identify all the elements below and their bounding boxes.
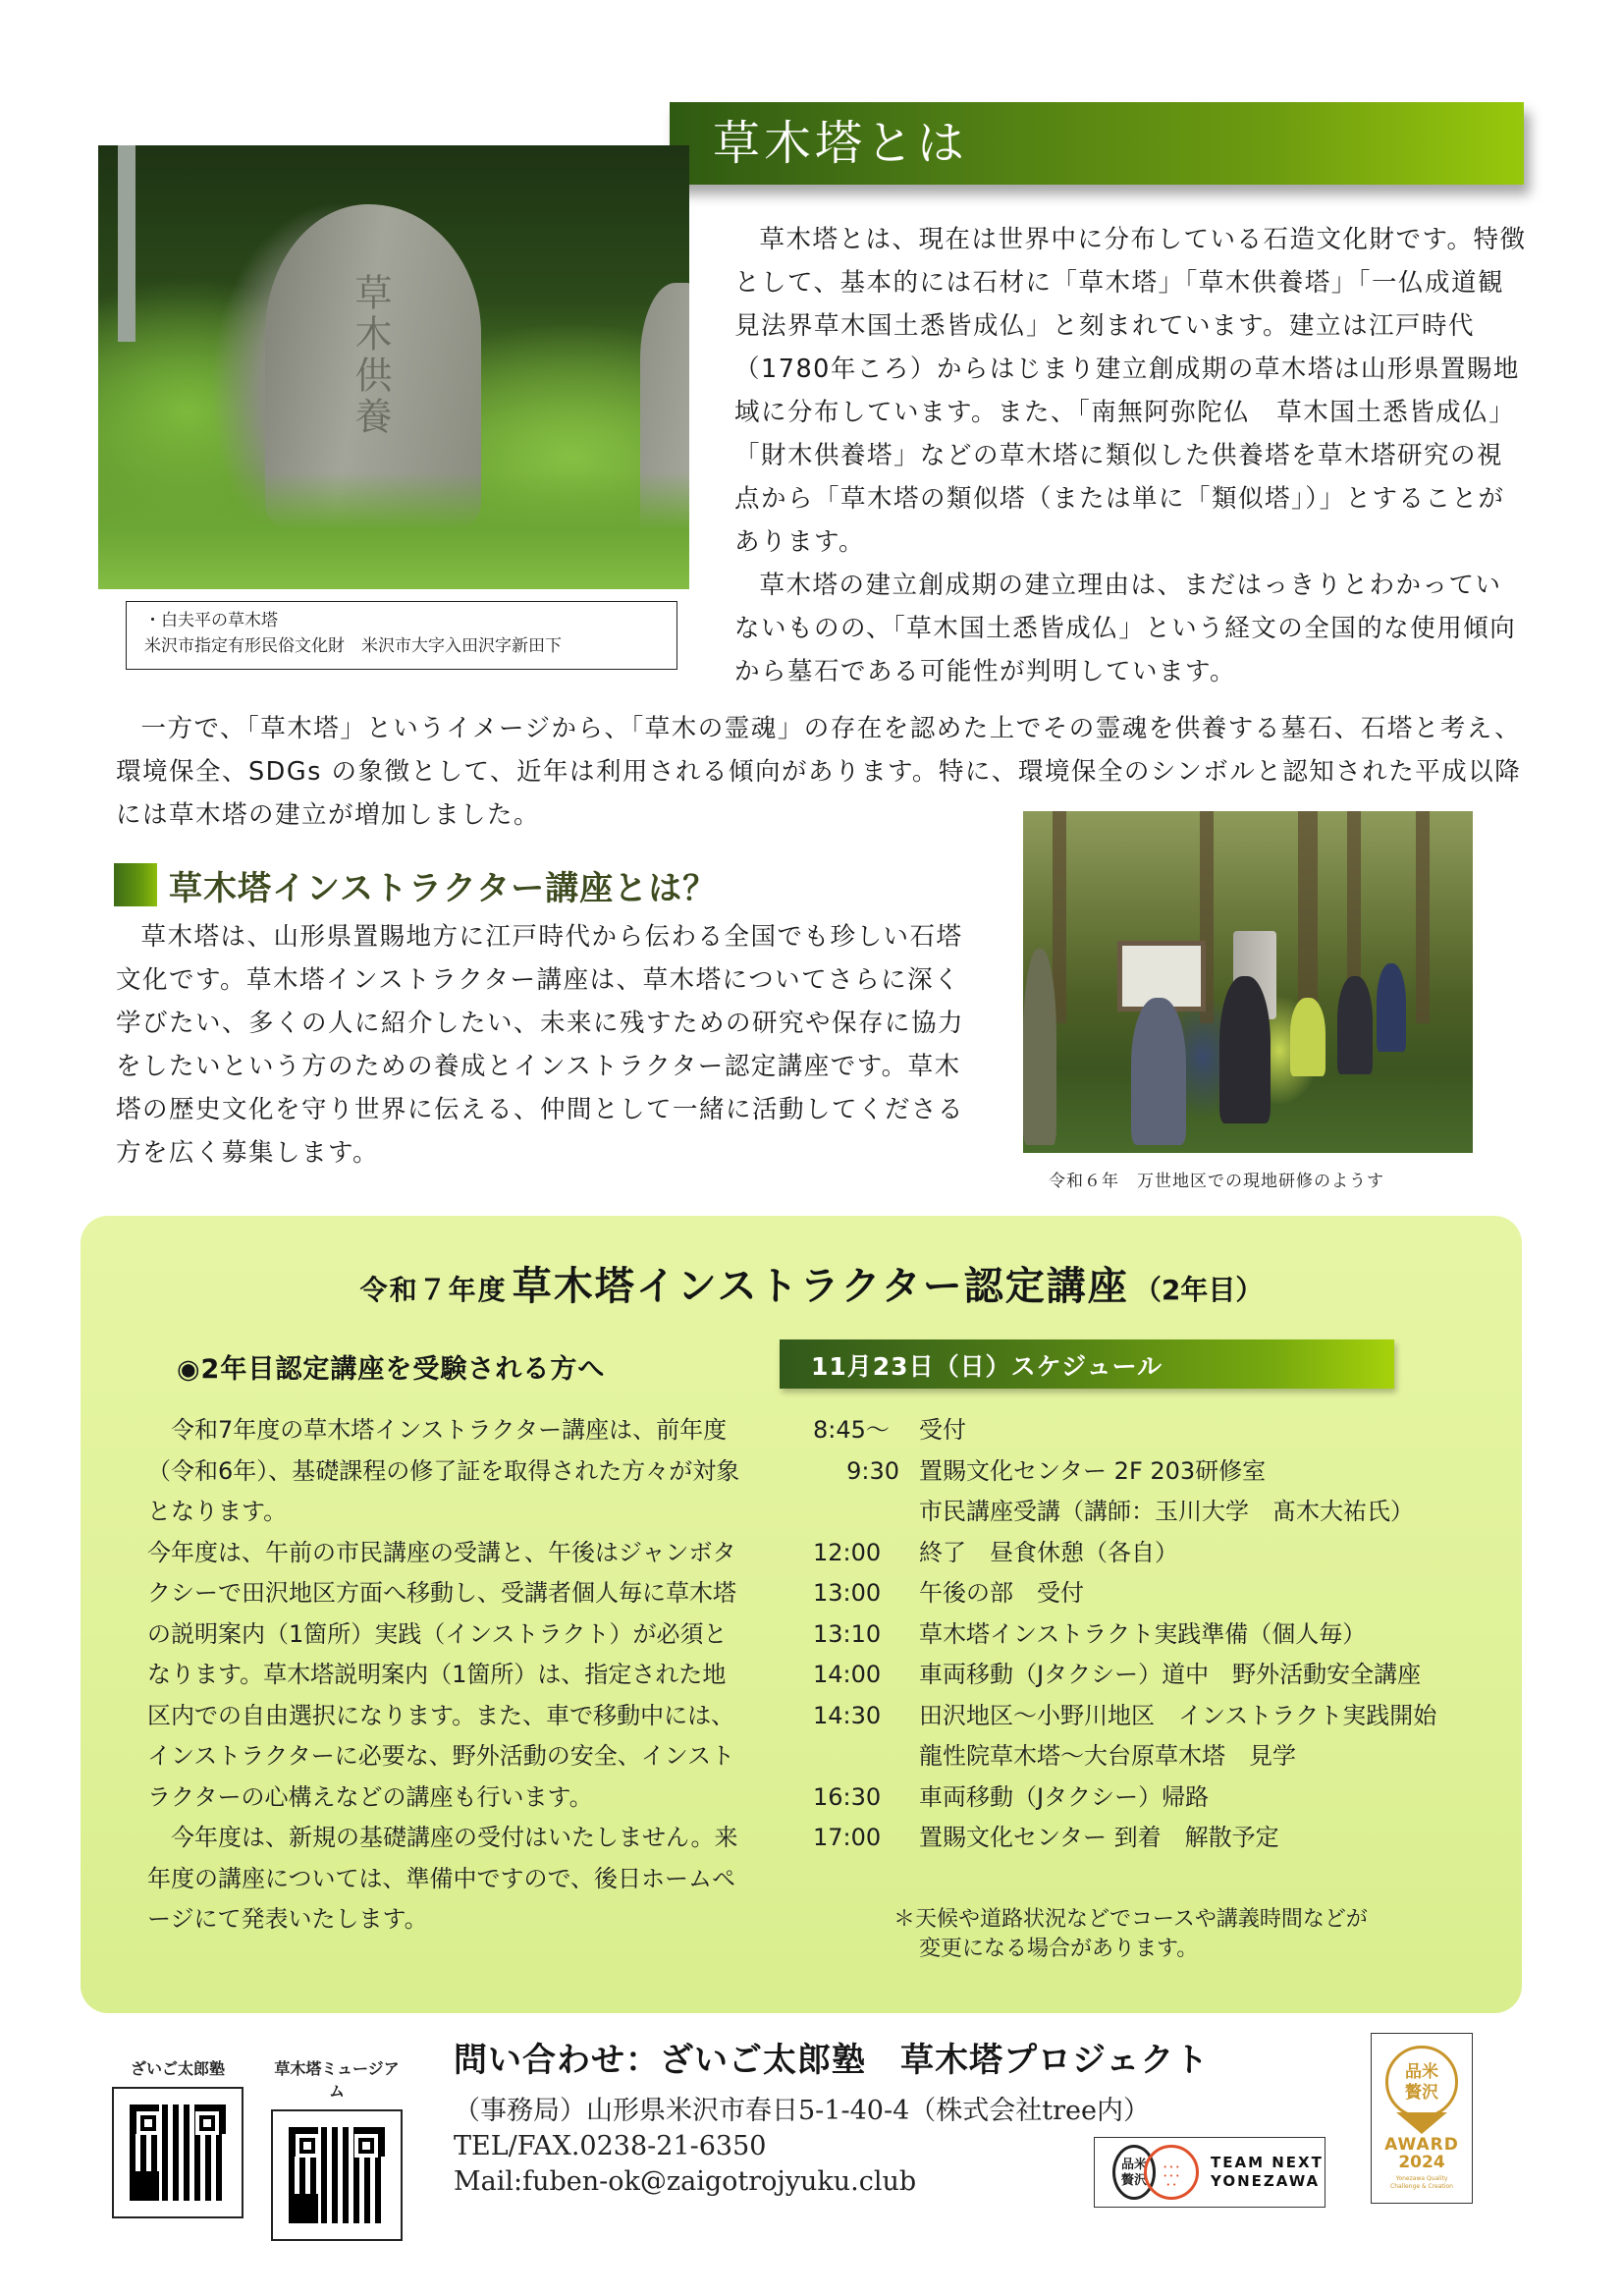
photo-sokutou-stone — [98, 145, 689, 589]
orange-ring-icon: • • • • • • • • — [1144, 2145, 1199, 2200]
course-paragraph: 今年度は、午前の市民講座の受講と、午後はジャンボタクシーで田沢地区方面へ移動し、受講者個人毎に草木塔の説明案内（1箇所）実践（インストラクト）が必須となります。草木塔説明案内（1箇所）は、指定された地区内での自由選択になります。また、車で移動中には、インストラクターに必要な、野外活動の安全、インストラクターの心構えなどの講座も行います。 — [147, 1538, 736, 1811]
caption-line-title: ・白夫平の草木塔 — [144, 611, 278, 630]
award-seal-icon — [1385, 2046, 1458, 2118]
schedule-time: 16:30 — [813, 1782, 882, 1811]
schedule-time: 13:10 — [813, 1619, 882, 1648]
schedule-time: 14:30 — [813, 1701, 882, 1729]
photo-person — [1023, 949, 1056, 1145]
intro-wide-paragraph: 一方で、「草木塔」というイメージから、「草木の霊魂」の存在を認めた上でその霊魂を供養する墓石、石塔と考え、環境保全、SDGs の象徴として、近年は利用される傾向があります。特に、環境保全のシンボルと認知された平成以降には草木塔の建立が増加しました。 — [116, 714, 1522, 830]
photo-tree — [1416, 811, 1430, 1023]
photo-field-training — [1023, 811, 1473, 1153]
qr-block-museum — [271, 2056, 403, 2241]
schedule-time: 12:00 — [813, 1538, 882, 1566]
schedule-row — [813, 1492, 1520, 1533]
schedule-row — [813, 1410, 1520, 1451]
schedule-note-line: 変更になる場合があります。 — [919, 1937, 1199, 1961]
photo-tree — [1298, 811, 1318, 1023]
schedule-row — [813, 1451, 1520, 1493]
seal-text: 贅沢 — [1120, 2173, 1147, 2188]
section-paragraph: 草木塔は、山形県置賜地方に江戸時代から伝わる全国でも珍しい石塔文化です。草木塔インストラクター講座は、草木塔についてさらに深く学びたい、多くの人に紹介したい、未来に残すための研究や保存に協力をしたいという方のための養成とインストラクター認定講座です。草木塔の歴史文化を守り世界に伝える、仲間として一緒に活動してくださる方を広く募集します。 — [116, 922, 965, 1168]
schedule-desc: 車両移動（Jタクシー）帰路 — [919, 1782, 1210, 1811]
qr-label: 草木塔ミュージアム — [274, 2059, 400, 2101]
course-title-prefix: 令和７年度 — [359, 1274, 508, 1306]
qr-code-icon — [130, 2105, 226, 2201]
schedule-desc: 田沢地区～小野川地区 インストラクト実践開始 — [919, 1701, 1437, 1729]
seal-text: 品米 — [1120, 2158, 1147, 2172]
award-2024-badge — [1371, 2033, 1473, 2204]
qr-code-museum[interactable] — [271, 2109, 403, 2241]
schedule-list — [813, 1410, 1520, 1859]
photo-person — [1377, 963, 1406, 1052]
schedule-time: 14:00 — [813, 1661, 882, 1688]
contact-tel: TEL/FAX.0238-21-6350 — [454, 2131, 767, 2161]
contact-title: 問い合わせ：ざいご太郎塾 草木塔プロジェクト — [454, 2041, 1210, 2080]
schedule-desc: 終了 昼食休憩（各自） — [919, 1538, 1178, 1566]
schedule-desc: 受付 — [919, 1416, 966, 1444]
schedule-row — [813, 1736, 1520, 1777]
award-sub-line: Challenge & Creation — [1390, 2183, 1453, 2190]
photo-person — [1131, 998, 1186, 1145]
photo-person — [1337, 976, 1373, 1074]
award-seal-text: 品米 — [1405, 2062, 1438, 2082]
schedule-time — [813, 1492, 919, 1533]
schedule-note — [893, 1905, 1368, 1964]
schedule-row — [813, 1696, 1520, 1737]
award-sub-line: Yonezawa Quality — [1395, 2175, 1448, 2182]
schedule-row — [813, 1533, 1520, 1574]
intro-text — [734, 218, 1528, 693]
course-paragraph: 令和7年度の草木塔インストラクター講座は、前年度（令和6年）、基礎課程の修了証を取得された方々が対象となります。 — [147, 1416, 740, 1525]
section-heading — [114, 860, 717, 909]
schedule-desc: 午後の部 受付 — [919, 1579, 1084, 1607]
award-year: 2024 — [1398, 2153, 1445, 2172]
schedule-row — [813, 1655, 1520, 1696]
course-title-main: 草木塔インストラクター認定講座 — [512, 1264, 1129, 1309]
schedule-time: 17:00 — [813, 1824, 882, 1851]
page-title: 草木塔とは — [713, 116, 969, 171]
team-logo-line: YONEZAWA — [1211, 2172, 1321, 2190]
schedule-heading: 11月23日（日）スケジュール — [780, 1339, 1394, 1389]
caption-line-detail: 米沢市指定有形民俗文化財 米沢市大字入田沢字新田下 — [144, 636, 562, 656]
ribbon-icon — [1396, 2112, 1447, 2134]
photo1-caption — [126, 601, 677, 670]
contact-mail[interactable]: Mail:fuben-ok@zaigotrojyuku.club — [454, 2166, 917, 2197]
photo2-caption: 令和６年 万世地区での現地研修のようす — [1049, 1172, 1384, 1191]
section-title: 草木塔インストラクター講座とは？ — [169, 868, 718, 908]
schedule-desc: 市民講座受講（講師：玉川大学 髙木大祐氏） — [919, 1498, 1414, 1525]
heading-marker-icon — [114, 863, 157, 906]
intro-paragraph: 草木塔とは、現在は世界中に分布している石造文化財です。特徴として、基本的には石材に「草木塔」「草木供養塔」「一仏成道観見法界草木国土悉皆成仏」と刻まれています。建立は江戸時代（1780年ころ）からはじまり建立創成期の草木塔は山形県置賜地域に分布しています。また、「南無阿弥陀仏 草木国土悉皆成仏」「財木供養塔」などの草木塔に類似した供養塔を草木塔研究の視点から「草木塔の類似塔（または単に「類似塔」）」とすることがあります。 — [734, 225, 1527, 557]
team-logo-text — [1211, 2154, 1324, 2191]
course-title-suffix: （2年目） — [1133, 1274, 1264, 1306]
photo-foliage — [98, 471, 689, 589]
schedule-desc: 龍性院草木塔～大台原草木塔 見学 — [919, 1742, 1296, 1770]
qr-block-zaigo — [112, 2056, 243, 2218]
course-description — [147, 1410, 748, 1941]
schedule-desc: 置賜文化センター 2F 203研修室 — [919, 1456, 1267, 1485]
schedule-time: 13:00 — [813, 1579, 882, 1607]
photo-person — [1219, 976, 1271, 1123]
schedule-row — [813, 1573, 1520, 1614]
photo-tree — [1053, 811, 1066, 1023]
schedule-desc: 草木塔インストラクト実践準備（個人毎） — [919, 1619, 1367, 1648]
intro-paragraph: 草木塔の建立創成期の建立理由は、まだはっきりとわかっていないものの、「草木国土悉皆成仏」という経文の全国的な使用傾向から墓石である可能性が判明しています。 — [734, 571, 1517, 686]
contact-address: （事務局）山形県米沢市春日5-1-40-4（株式会社tree内） — [454, 2096, 1150, 2126]
qr-code-zaigo[interactable] — [112, 2087, 243, 2218]
course-left-heading: ◉2年目認定講座を受験される方へ — [177, 1354, 606, 1385]
schedule-time: 8:45～ — [813, 1416, 890, 1444]
qr-label: ざいご太郎塾 — [130, 2059, 225, 2078]
schedule-time: 9:30 — [846, 1456, 899, 1485]
schedule-desc: 車両移動（Jタクシー）道中 野外活動安全講座 — [919, 1661, 1422, 1688]
photo-person — [1290, 998, 1325, 1076]
award-word: AWARD — [1384, 2135, 1459, 2155]
course-paragraph: 今年度は、新規の基礎講座の受付はいたしません。来年度の講座については、準備中ですので、後日ホームページにて発表いたします。 — [147, 1824, 738, 1933]
team-logo-line: TEAM NEXT — [1211, 2154, 1324, 2171]
schedule-row — [813, 1614, 1520, 1656]
section-body — [116, 915, 980, 1175]
schedule-time — [813, 1736, 919, 1777]
header-banner — [670, 102, 1524, 185]
schedule-row — [813, 1777, 1520, 1819]
qr-code-icon — [289, 2127, 385, 2223]
course-title — [0, 1255, 1623, 1311]
schedule-row — [813, 1818, 1520, 1859]
award-subtitle — [1372, 2175, 1472, 2191]
award-seal-text: 贅沢 — [1405, 2083, 1438, 2103]
stone-inscription: 草木供養 — [349, 273, 392, 438]
schedule-desc: 置賜文化センター 到着 解散予定 — [919, 1824, 1279, 1851]
schedule-note-line: ＊天候や道路状況などでコースや講義時間などが — [893, 1907, 1368, 1932]
photo-pole — [118, 145, 135, 342]
team-next-yonezawa-logo — [1094, 2137, 1325, 2208]
